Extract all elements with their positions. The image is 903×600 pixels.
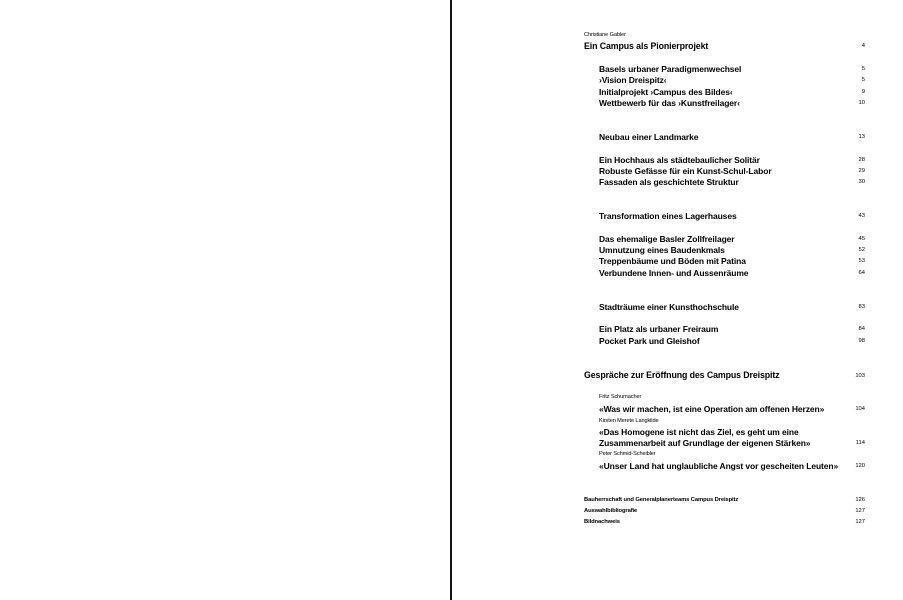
toc-entry: Ein Hochhaus als städtebaulicher Solitär [599, 155, 760, 165]
toc-section-title: Gespräche zur Eröffnung des Campus Dreispitz [584, 370, 780, 380]
toc-page-number: 13 [858, 134, 865, 140]
toc-entry: Fassaden als geschichtete Struktur [599, 177, 739, 187]
toc-page-number: 104 [855, 406, 865, 412]
toc-page-number: 9 [861, 89, 865, 95]
toc-interview-title: «Was wir machen, ist eine Operation am offenen Herzen» [599, 404, 825, 414]
toc-interview-author: Peter Schmid-Scheibler [599, 451, 656, 457]
toc-section-title: Ein Campus als Pionierprojekt [584, 41, 709, 51]
toc-appendix-entry: Bildnachweis [584, 519, 620, 525]
toc-appendix-entry: Bauherrschaft und Generalplanerteams Campus Dreispitz [584, 497, 739, 503]
toc-page-number: 84 [858, 326, 865, 332]
toc-entry: Initialprojekt ›Campus des Bildes‹ [599, 87, 733, 97]
toc-page-number: 30 [858, 179, 865, 185]
toc-page-number: 98 [858, 338, 865, 344]
toc-chapter-title: Stadträume einer Kunsthochschule [599, 302, 739, 312]
toc-entry: ›Vision Dreispitz‹ [599, 75, 667, 85]
toc-page-number: 43 [858, 213, 865, 219]
toc-entry: Umnutzung eines Baudenkmals [599, 245, 725, 255]
toc-page-number: 5 [861, 66, 865, 72]
toc-entry: Basels urbaner Paradigmenwechsel [599, 64, 742, 74]
toc-interview-author: Fritz Schumacher [599, 394, 642, 400]
toc-page-number: 103 [855, 373, 865, 379]
toc-entry: Pocket Park und Gleishof [599, 336, 700, 346]
toc-page-number: 45 [858, 236, 865, 242]
toc-page-number: 10 [858, 100, 865, 106]
toc-entry: Robuste Gefässe für ein Kunst-Schul-Labor [599, 166, 772, 176]
toc-entry: Ein Platz als urbaner Freiraum [599, 324, 719, 334]
toc-page-number: 29 [858, 168, 865, 174]
toc-interview-title-continued: Zusammenarbeit auf Grundlage der eigenen Stärken» [599, 438, 811, 448]
toc-appendix-entry: Auswahlbibliografie [584, 508, 638, 514]
toc-page-number: 52 [858, 247, 865, 253]
toc-page-number: 83 [858, 304, 865, 310]
toc-chapter-title: Neubau einer Landmarke [599, 132, 699, 142]
toc-interview-author: Kirsten Merete Langkilde [599, 418, 659, 424]
toc-author: Christiane Gabler [584, 32, 626, 38]
toc-page-number: 127 [855, 508, 865, 514]
toc-page-number: 126 [855, 497, 865, 503]
toc-page-number: 64 [858, 270, 865, 276]
toc-page-number: 4 [861, 43, 865, 49]
toc-interview-title: «Unser Land hat unglaubliche Angst vor gescheiten Leuten» [599, 461, 839, 471]
toc-page-number: 53 [858, 258, 865, 264]
toc-page-number: 120 [855, 463, 865, 469]
toc-page-number: 5 [861, 77, 865, 83]
toc-entry: Wettbewerb für das ›Kunstfreilager‹ [599, 98, 740, 108]
toc-interview-title: «Das Homogene ist nicht das Ziel, es geht um eine [599, 427, 799, 437]
toc-page-number: 127 [855, 519, 865, 525]
toc-entry: Das ehemalige Basler Zollfreilager [599, 234, 735, 244]
toc-chapter-title: Transformation eines Lagerhauses [599, 211, 737, 221]
toc-entry: Treppenbäume und Böden mit Patina [599, 256, 746, 266]
toc-page-number: 114 [855, 440, 865, 446]
toc-entry: Verbundene Innen- und Aussenräume [599, 268, 749, 278]
toc-page-number: 28 [858, 157, 865, 163]
